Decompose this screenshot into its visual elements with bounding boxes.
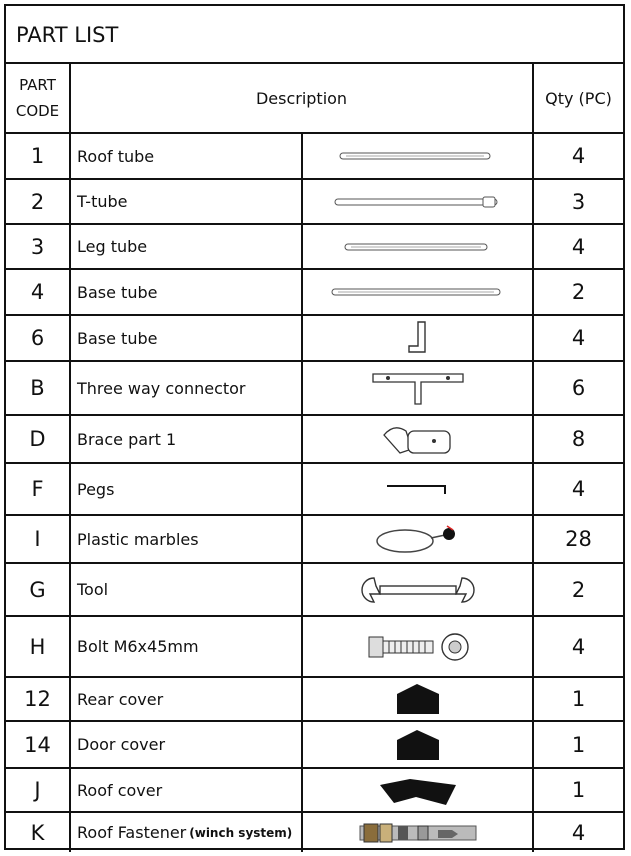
part-qty: 1	[571, 778, 586, 802]
table-row	[6, 270, 623, 316]
part-qty: 2	[571, 280, 586, 304]
brace-icon	[303, 416, 534, 462]
door-cover-icon	[303, 722, 534, 767]
part-qty: 3	[571, 189, 586, 214]
part-qty: 4	[571, 634, 586, 659]
header-part-code-line2: CODE	[15, 102, 60, 120]
part-qty: 2	[571, 577, 586, 602]
part-name: Brace part 1	[71, 416, 303, 462]
part-name: Three way connector	[71, 362, 303, 414]
leg-tube-icon	[303, 225, 534, 268]
part-name: Base tube	[71, 270, 303, 314]
part-qty: 1	[571, 687, 586, 711]
header-part-code-line1: PART	[19, 76, 56, 94]
table-row	[6, 769, 623, 813]
page-title: PART LIST	[6, 6, 623, 64]
part-list-table	[4, 4, 625, 850]
part-code: D	[6, 416, 71, 462]
part-qty: 4	[571, 144, 586, 168]
wrench-icon	[303, 564, 534, 615]
table-row	[6, 225, 623, 270]
part-code: 6	[6, 316, 71, 360]
bolt-nut-icon	[303, 617, 534, 676]
roof-cover-icon	[303, 769, 534, 811]
table-row	[6, 813, 623, 852]
table-row	[6, 180, 623, 225]
part-qty: 4	[571, 234, 586, 259]
part-name: Base tube	[71, 316, 303, 360]
part-name: Tool	[71, 564, 303, 615]
table-row	[6, 362, 623, 416]
table-row	[6, 722, 623, 769]
table-row	[6, 134, 623, 180]
table-row	[6, 416, 623, 464]
part-name	[71, 813, 303, 852]
part-qty: 4	[571, 820, 586, 845]
part-name: Door cover	[71, 722, 303, 767]
part-code: 12	[6, 678, 71, 720]
part-code: B	[6, 362, 71, 414]
part-code: F	[6, 464, 71, 514]
header-qty: Qty (PC)	[534, 64, 623, 134]
part-qty: 4	[571, 477, 586, 501]
three-way-connector-icon	[303, 362, 534, 414]
part-name-suffix: (winch system)	[189, 825, 293, 840]
part-name: Leg tube	[71, 225, 303, 268]
table-row	[6, 516, 623, 564]
winch-strap-icon	[303, 813, 534, 852]
part-name: Pegs	[71, 464, 303, 514]
part-name: Plastic marbles	[71, 516, 303, 562]
part-qty: 28	[565, 527, 592, 551]
part-code: J	[6, 769, 71, 811]
part-name: Roof cover	[71, 769, 303, 811]
part-code: 3	[6, 225, 71, 268]
part-name-main: Roof Fastener	[77, 823, 187, 842]
part-name: Roof tube	[71, 134, 303, 178]
rear-cover-icon	[303, 678, 534, 720]
table-row	[6, 464, 623, 516]
part-code: I	[6, 516, 71, 562]
part-name: T-tube	[71, 180, 303, 223]
part-qty: 8	[571, 427, 586, 451]
roof-tube-icon	[303, 134, 534, 178]
table-row	[6, 617, 623, 678]
part-code: G	[6, 564, 71, 615]
part-code: 14	[6, 722, 71, 767]
part-code: K	[6, 813, 71, 852]
table-row	[6, 678, 623, 722]
t-tube-icon	[303, 180, 534, 223]
l-bracket-icon	[303, 316, 534, 360]
table-row	[6, 564, 623, 617]
part-qty: 6	[571, 376, 586, 400]
peg-icon	[303, 464, 534, 514]
part-code: 2	[6, 180, 71, 223]
part-name: Rear cover	[71, 678, 303, 720]
part-qty: 1	[571, 732, 586, 757]
part-qty: 4	[571, 326, 586, 350]
part-code: 1	[6, 134, 71, 178]
part-code: 4	[6, 270, 71, 314]
part-name: Bolt M6x45mm	[71, 617, 303, 676]
header-part-code	[6, 64, 71, 134]
table-row	[6, 316, 623, 362]
base-tube-icon	[303, 270, 534, 314]
header-description: Description	[71, 64, 534, 134]
part-code: H	[6, 617, 71, 676]
bungee-ball-icon	[303, 516, 534, 562]
